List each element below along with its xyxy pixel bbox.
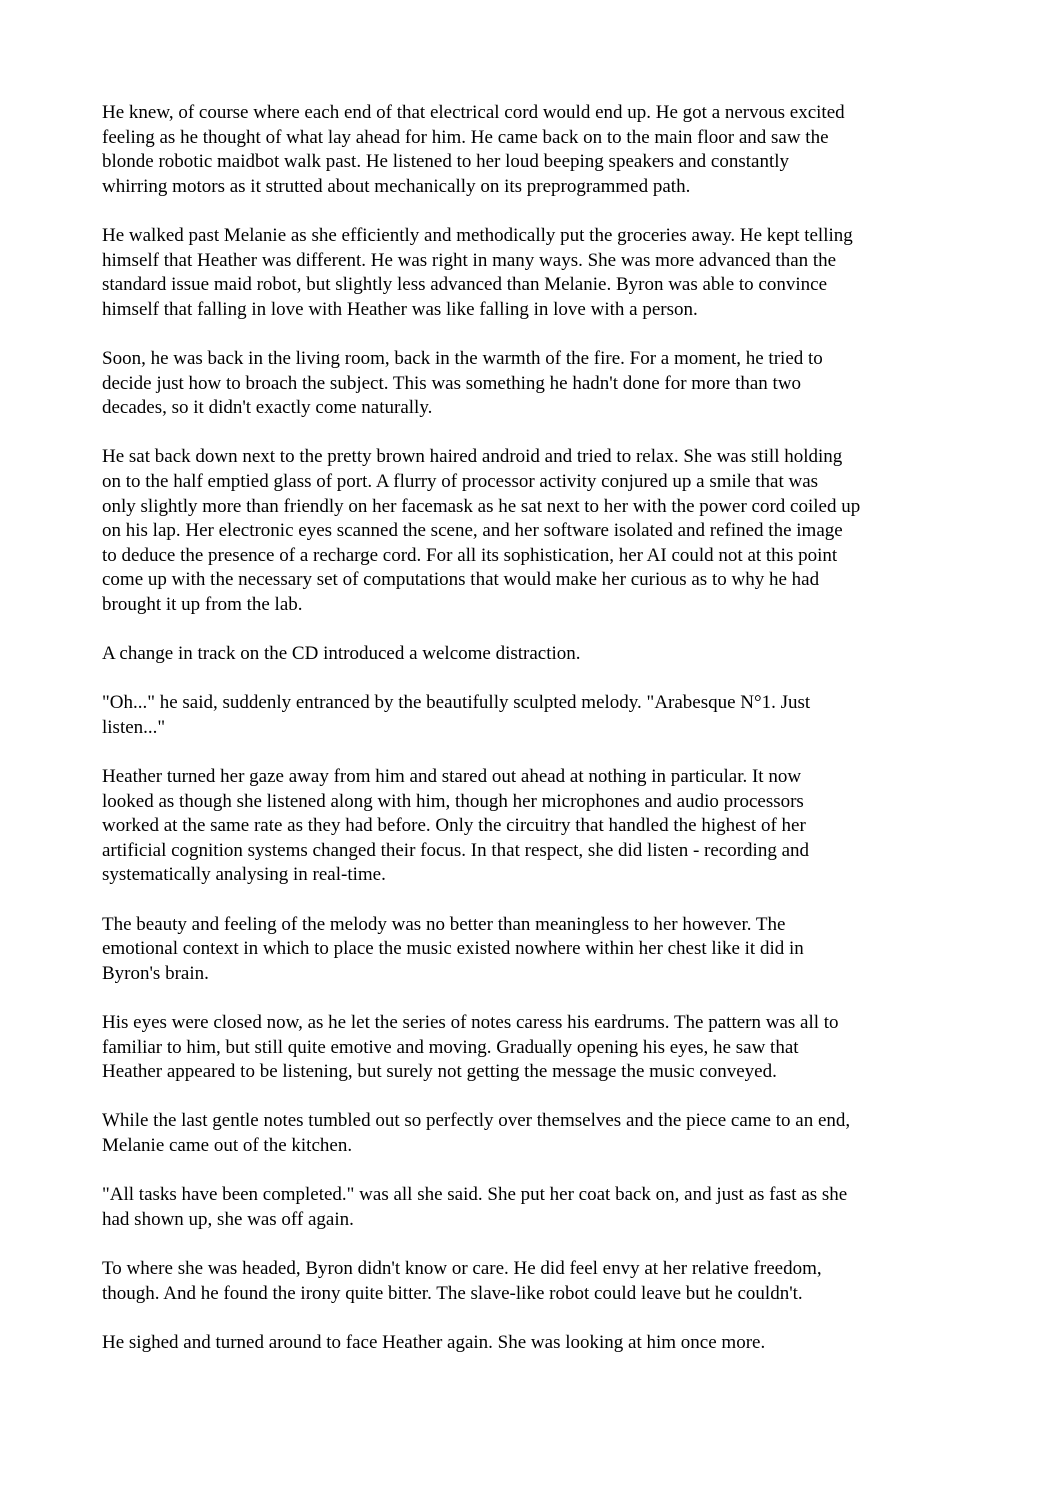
paragraph-8: The beauty and feeling of the melody was no better than meaningless to her however. The emotional context in which to place the music existed nowhere within her chest like it did in Byron's brain. [102, 913, 804, 984]
paragraph-5: A change in track on the CD introduced a welcome distraction. [102, 643, 581, 665]
paragraph-1: He knew, of course where each end of that electrical cord would end up. He got a nervous excited feeling as he thought of what lay ahead for him. He came back on to the main floor and saw the blonde robotic maidbot walk past. He listened to her loud beeping speakers and constantly whirring motors as it strutted about mechanically on its preprogrammed path. [102, 102, 845, 197]
paragraph-6: "Oh..." he said, suddenly entranced by the beautifully sculpted melody. "Arabesque N°1. Just listen..." [102, 692, 811, 738]
paragraph-3: Soon, he was back in the living room, back in the warmth of the fire. For a moment, he tried to decide just how to broach the subject. This was something he hadn't done for more than two decades, so it didn't exactly come naturally. [102, 347, 823, 419]
story-text [102, 101, 962, 1355]
paragraph-13: He sighed and turned around to face Heather again. She was looking at him once more. [102, 1331, 766, 1353]
paragraph-9: His eyes were closed now, as he let the series of notes caress his eardrums. The pattern was all to familiar to him, but still quite emotive and moving. Gradually opening his eyes, he saw that Heather appeared to be listening, but surely not getting the message the music conveyed. [102, 1011, 839, 1083]
paragraph-7: Heather turned her gaze away from him and stared out ahead at nothing in particular. It now looked as though she listened along with him, though her microphones and audio processors worked at the same rate as they had before. Only the circuitry that handled the highest of her artificial cognition systems changed their focus. In that respect, she did listen - recording and systematically analysing in real-time. [102, 766, 810, 886]
paragraph-2: He walked past Melanie as she efficiently and methodically put the groceries away. He kept telling himself that Heather was different. He was right in many ways. She was more advanced than the standard issue maid robot, but slightly less advanced than Melanie. Byron was able to convince himself that falling in love with Heather was like falling in love with a person. [102, 224, 853, 320]
paragraph-4: He sat back down next to the pretty brown haired android and tried to relax. She was still holding on to the half emptied glass of port. A flurry of processor activity conjured up a smile that was only slightly more than friendly on her facemask as he sat next to her with the power cord coiled up on his lap. Her electronic eyes scanned the scene, and her software isolated and refined the image to deduce the presence of a recharge cord. For all its sophistication, her AI could not at this point come up with the necessary set of computations that would make her curious as to why he had brought it up from the lab. [102, 446, 861, 615]
paragraph-10: While the last gentle notes tumbled out so perfectly over themselves and the piece came to an end, Melanie came out of the kitchen. [102, 1110, 851, 1156]
paragraph-11: "All tasks have been completed." was all she said. She put her coat back on, and just as fast as she had shown up, she was off again. [102, 1184, 848, 1230]
paragraph-12: To where she was headed, Byron didn't know or care. He did feel envy at her relative freedom, though. And he found the irony quite bitter. The slave-like robot could leave but he couldn't. [102, 1257, 822, 1304]
